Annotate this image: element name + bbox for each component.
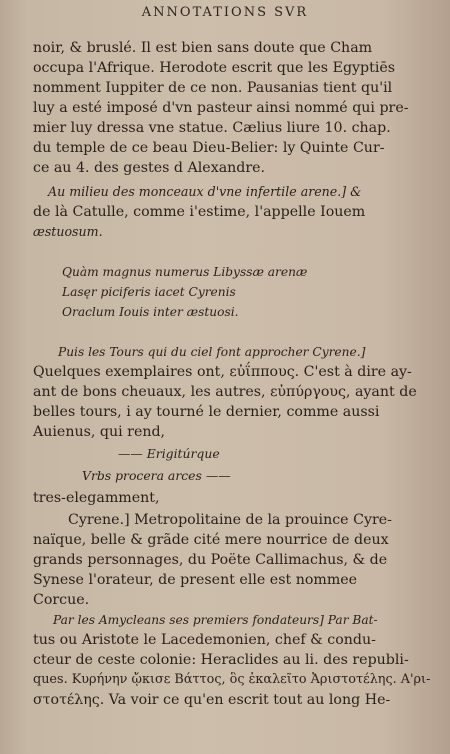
verse-line: Lasęr piciferis iacet Cyrenis xyxy=(62,285,236,299)
text-line: Quelques exemplaires ont, εὐΐππους. C'est à dire ay- xyxy=(33,364,412,380)
text-line: tres-elegamment, xyxy=(33,490,160,506)
text-line: æstuosum. xyxy=(33,224,103,239)
text-line: occupa l'Afrique. Herodote escrit que les Egyptiēs xyxy=(33,60,396,76)
running-header: ANNOTATIONS SVR xyxy=(141,5,309,20)
text-line: Cyrene.] Metropolitaine de la prouince Cyre- xyxy=(68,512,392,528)
text-line: ce au 4. des gestes d Alexandre. xyxy=(33,160,266,176)
text-line: nomment Iuppiter de ce non. Pausanias tient qu'il xyxy=(33,80,393,96)
text-line: Synese l'orateur, de present elle est nommee xyxy=(33,572,358,588)
text-line: naïque, belle & grãde cité mere nourrice de deux xyxy=(33,532,389,548)
text-line: cteur de ceste colonie: Heraclides au li. des republi- xyxy=(33,652,409,668)
verse-line: —— Erigitúrque xyxy=(118,446,220,461)
text-line: ques. Κυρήνην ᾤκισε Βάττος, ὃς ἐκαλεῖτο Ἀριστοτέλης. Α'ρι- xyxy=(33,672,431,687)
text-line: ant de bons cheuaux, les autres, εὐπύργους, ayant de xyxy=(33,384,417,400)
text-line: belles tours, i ay tourné le dernier, comme aussi xyxy=(33,404,380,420)
text-line: luy a esté imposé d'vn pasteur ainsi nommé qui pre- xyxy=(33,100,409,116)
text-line: de là Catulle, comme i'estime, l'appelle Iouem xyxy=(33,204,366,220)
verse-line: Vrbs procera arces —— xyxy=(82,468,231,483)
text-line: du temple de ce beau Dieu-Belier: ly Quinte Cur- xyxy=(33,140,385,156)
text-line: noir, & bruslé. Il est bien sans doute que Cham xyxy=(33,40,373,56)
lemma-line: Par les Amycleans ses premiers fondateurs] Par Bat- xyxy=(53,613,378,627)
text-line: tus ou Aristote le Lacedemonien, chef & condu- xyxy=(33,632,376,648)
text-line: Corcue. xyxy=(33,592,90,608)
text-line: Auienus, qui rend, xyxy=(33,424,166,440)
text-line: grands personnages, du Poëte Callimachus, & de xyxy=(33,552,388,568)
lemma-line: Au milieu des monceaux d'vne infertile arene.] & xyxy=(48,184,362,199)
text-line: στοτέλης. Va voir ce qu'en escrit tout au long He- xyxy=(33,692,391,708)
lemma-line: Puis les Tours qui du ciel font approcher Cyrene.] xyxy=(58,345,366,359)
verse-line: Oraclum Iouis inter æstuosi. xyxy=(62,305,239,319)
verse-line: Quàm magnus numerus Libyssæ arenæ xyxy=(62,265,308,279)
text-line: mier luy dressa vne statue. Cælius liure 10. chap. xyxy=(33,120,391,136)
